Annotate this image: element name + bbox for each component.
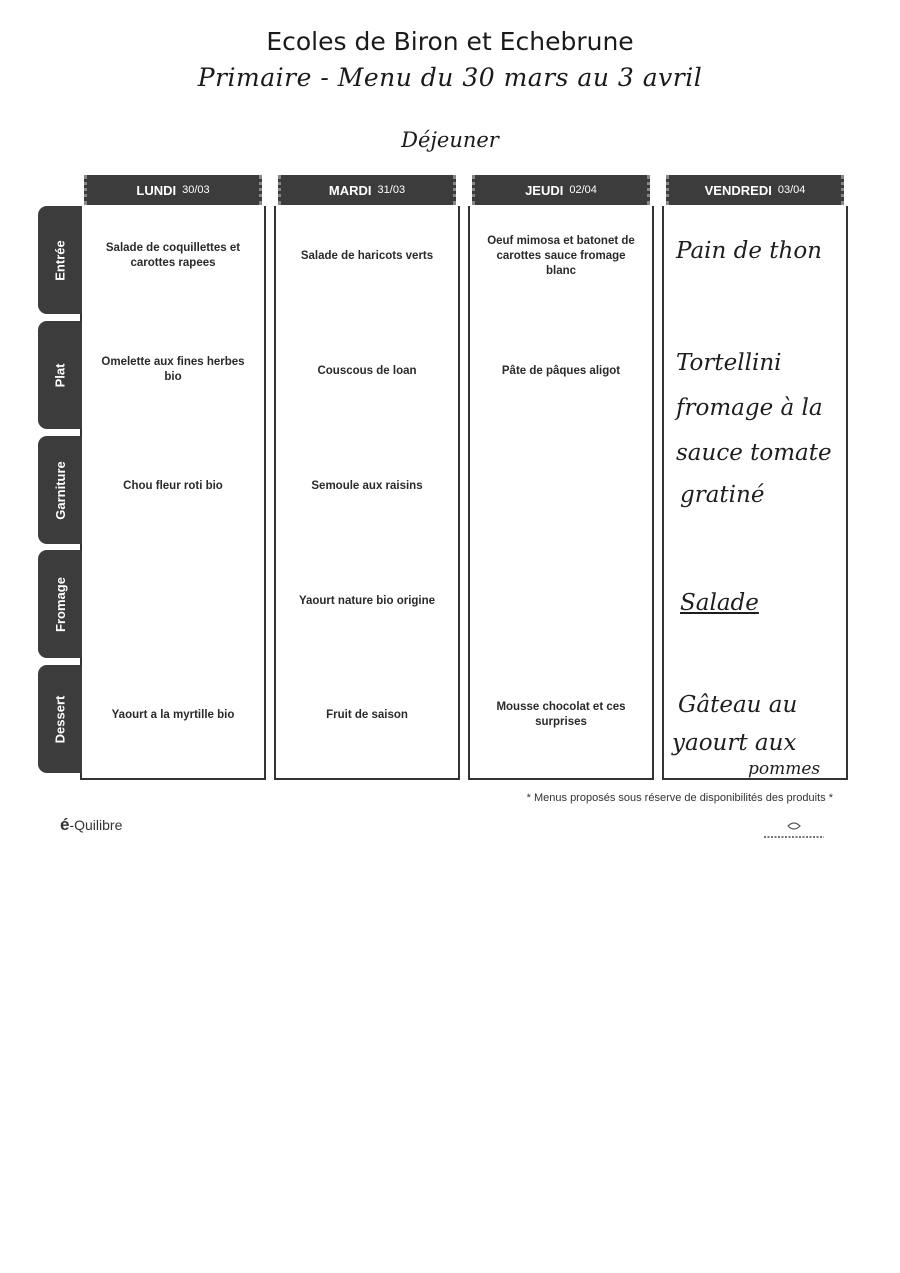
day-name: LUNDI [136,182,177,198]
equilibre-logo [60,815,122,835]
day-name: JEUDI [525,182,564,198]
page-subtitle: Primaire - Menu du 30 mars au 3 avril [197,63,703,92]
day-date: 30/03 [182,184,210,196]
day-name: VENDREDI [704,182,772,198]
equilibre-logo-mark: é [60,815,70,834]
menu-cell-jeudi-plat: Pâte de pâques aligot [501,364,621,377]
meal-label: Déjeuner [401,128,499,152]
day-date: 02/04 [569,184,597,196]
handwritten-vendredi-plat-line2: fromage à la [676,395,823,421]
menu-cell-mardi-entree: Salade de haricots verts [300,249,434,262]
equilibre-logo-text: -Quilibre [69,817,123,833]
menu-cell-mardi-garniture: Semoule aux raisins [311,479,423,492]
handwritten-vendredi-fromage: Salade [680,590,759,616]
handwritten-vendredi-dessert-line3: pommes [748,759,821,779]
partner-logo [762,818,826,842]
row-tab-dessert [38,665,82,773]
day-header-vendredi [666,175,844,205]
menu-cell-lundi-dessert: Yaourt a la myrtille bio [111,708,235,721]
handwritten-vendredi-plat-line4: gratiné [680,482,765,508]
menu-cell-jeudi-entree: Oeuf mimosa et batonet de carottes sauce fromage blanc [487,234,635,277]
day-header-jeudi [472,175,650,205]
row-tab-plat [38,321,82,429]
handwritten-vendredi-entree: Pain de thon [676,238,822,264]
menu-cell-mardi-plat: Couscous de loan [317,364,417,377]
day-header-lundi [84,175,262,205]
row-tab-garniture [38,436,82,544]
menu-cell-lundi-entree: Salade de coquillettes et carottes rapees [105,242,241,269]
row-label: Garniture [52,460,68,520]
availability-note: * Menus proposés sous réserve de disponibilités des produits * [526,792,833,804]
day-date: 31/03 [377,184,406,196]
handwritten-vendredi-dessert-line2: yaourt aux [672,730,797,756]
menu-cell-lundi-garniture: Chou fleur roti bio [123,479,223,492]
handwritten-vendredi-dessert-line1: Gâteau au [678,692,798,718]
day-header-mardi [278,175,456,205]
row-tab-entree [38,206,82,314]
page-title: Ecoles de Biron et Echebrune [266,27,634,56]
row-label: Fromage [52,576,68,632]
row-label: Entrée [52,239,68,281]
day-name: MARDI [328,182,372,198]
row-label: Dessert [52,695,68,743]
menu-cell-mardi-dessert: Fruit de saison [326,708,408,721]
menu-cell-mardi-fromage: Yaourt nature bio origine [298,594,436,607]
row-label: Plat [52,363,68,387]
handwritten-vendredi-plat-line3: sauce tomate [676,440,832,466]
menu-cell-lundi-plat: Omelette aux fines herbes bio [101,356,245,383]
day-date: 03/04 [777,184,806,196]
row-tab-fromage [38,550,82,658]
handwritten-vendredi-plat-line1: Tortellini [676,350,782,376]
menu-cell-jeudi-dessert: Mousse chocolat et ces surprises [496,701,626,728]
